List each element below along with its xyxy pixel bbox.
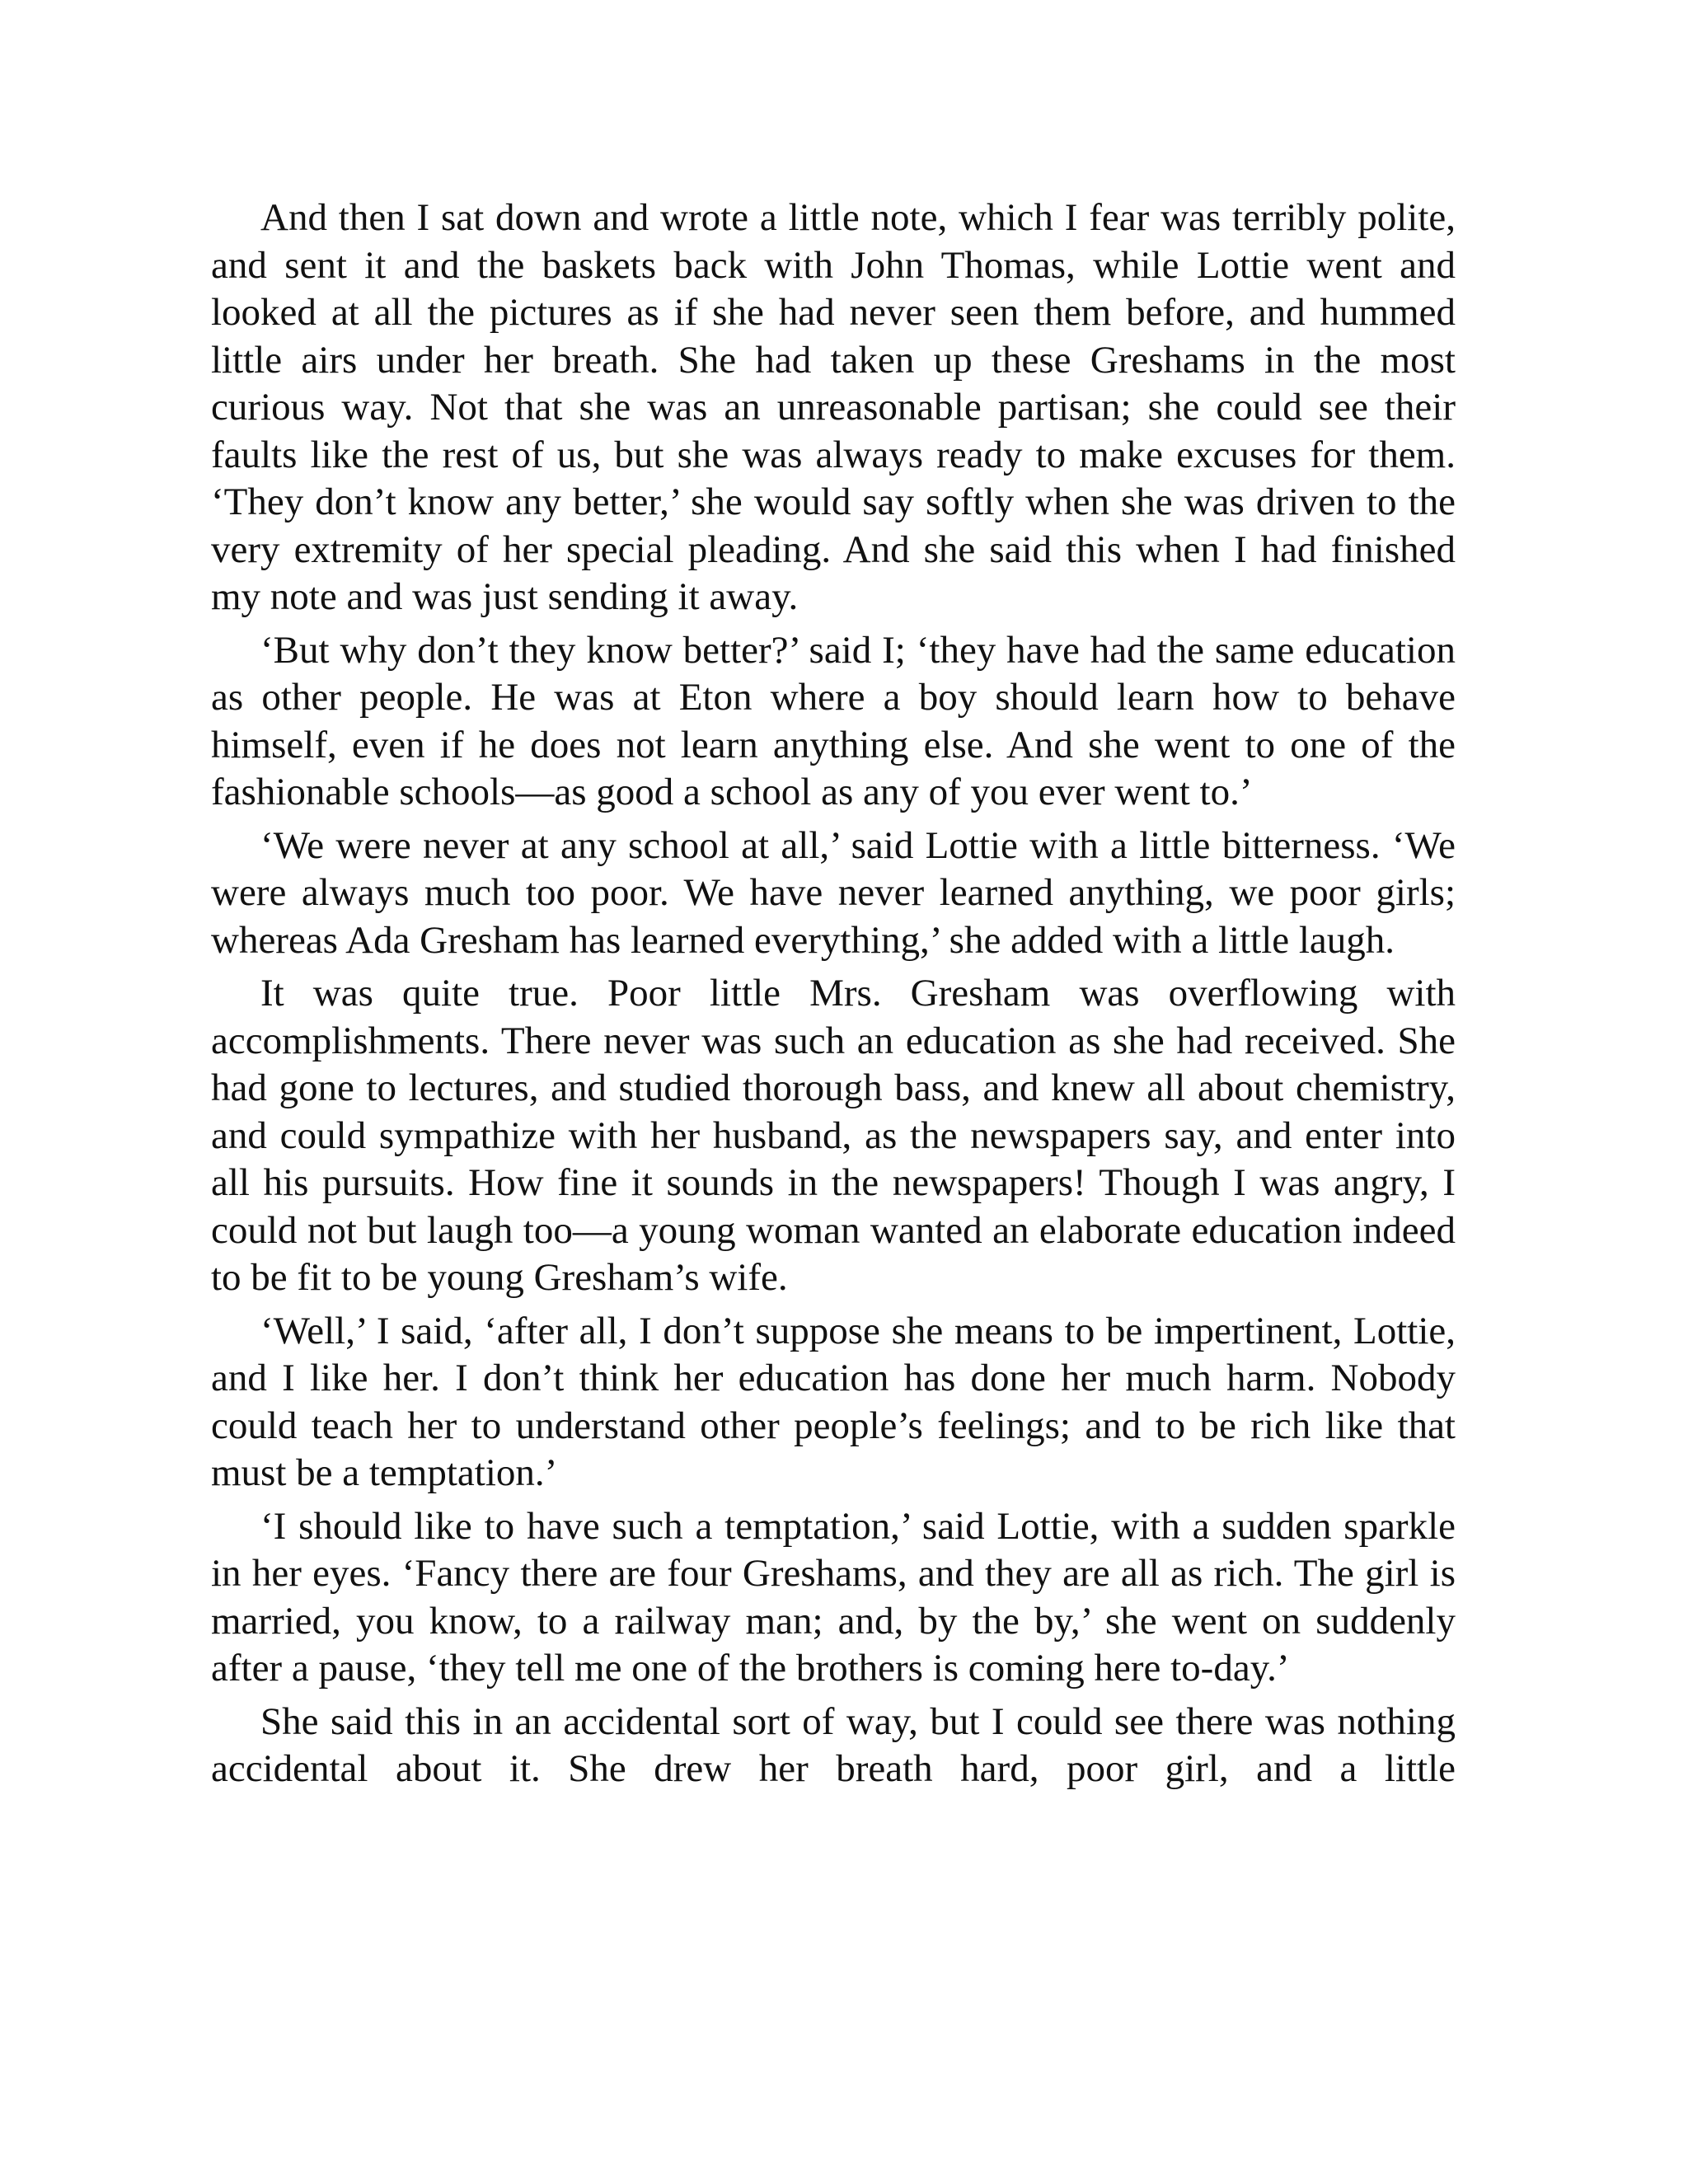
paragraph-3: ‘We were never at any school at all,’ said Lottie with a little bitterness. ‘We were always much too poor. We have never learned anything, we poor girls; whereas Ada Gresham has learned everything,’ she added with a little laugh. (211, 823, 1456, 962)
paragraph-5: ‘Well,’ I said, ‘after all, I don’t suppose she means to be impertinent, Lottie, and I like her. I don’t think her education has done her much harm. Nobody could teach her to understand other people’s feelings; and to be rich like that must be a temptation.’ (211, 1309, 1456, 1494)
paragraph-6: ‘I should like to have such a temptation,’ said Lottie, with a sudden sparkle in her eyes. ‘Fancy there are four Greshams, and they are all as rich. The girl is married, you know, to a railway man; and, by the by,’ she went on suddenly after a pause, ‘they tell me one of the brothers is coming here to-day.’ (211, 1504, 1456, 1690)
body-text (211, 194, 1456, 1799)
paragraph-1: And then I sat down and wrote a little note, which I fear was terribly polite, and sent it and the baskets back with John Thomas, while Lottie went and looked at all the pictures as if she had never seen them before, and hummed little airs under her breath. She had taken up these Greshams in the most curious way. Not that she was an unreasonable partisan; she could see their faults like the rest of us, but she was always ready to make excuses for them. ‘They don’t know any better,’ she would say softly when she was driven to the very extremity of her special pleading. And she said this when I had finished my note and was just sending it away. (211, 196, 1456, 618)
paragraph-4: It was quite true. Poor little Mrs. Gresham was overflowing with accomplishments. There never was such an education as she had received. She had gone to lectures, and studied thorough bass, and knew all about chemistry, and could sympathize with her husband, as the newspapers say, and enter into all his pursuits. How fine it sounds in the newspapers! Though I was angry, I could not but laugh too—a young woman wanted an elaborate education indeed to be fit to be young Gresham’s wife. (211, 972, 1456, 1299)
paragraph-7: She said this in an accidental sort of way, but I could see there was nothing accidental about it. She drew her breath hard, poor girl, and a little (211, 1699, 1456, 1790)
paragraph-2: ‘But why don’t they know better?’ said I; ‘they have had the same education as other people. He was at Eton where a boy should learn how to behave himself, even if he does not learn anything else. And she went to one of the fashionable schools—as good a school as any of you ever went to.’ (211, 628, 1456, 813)
